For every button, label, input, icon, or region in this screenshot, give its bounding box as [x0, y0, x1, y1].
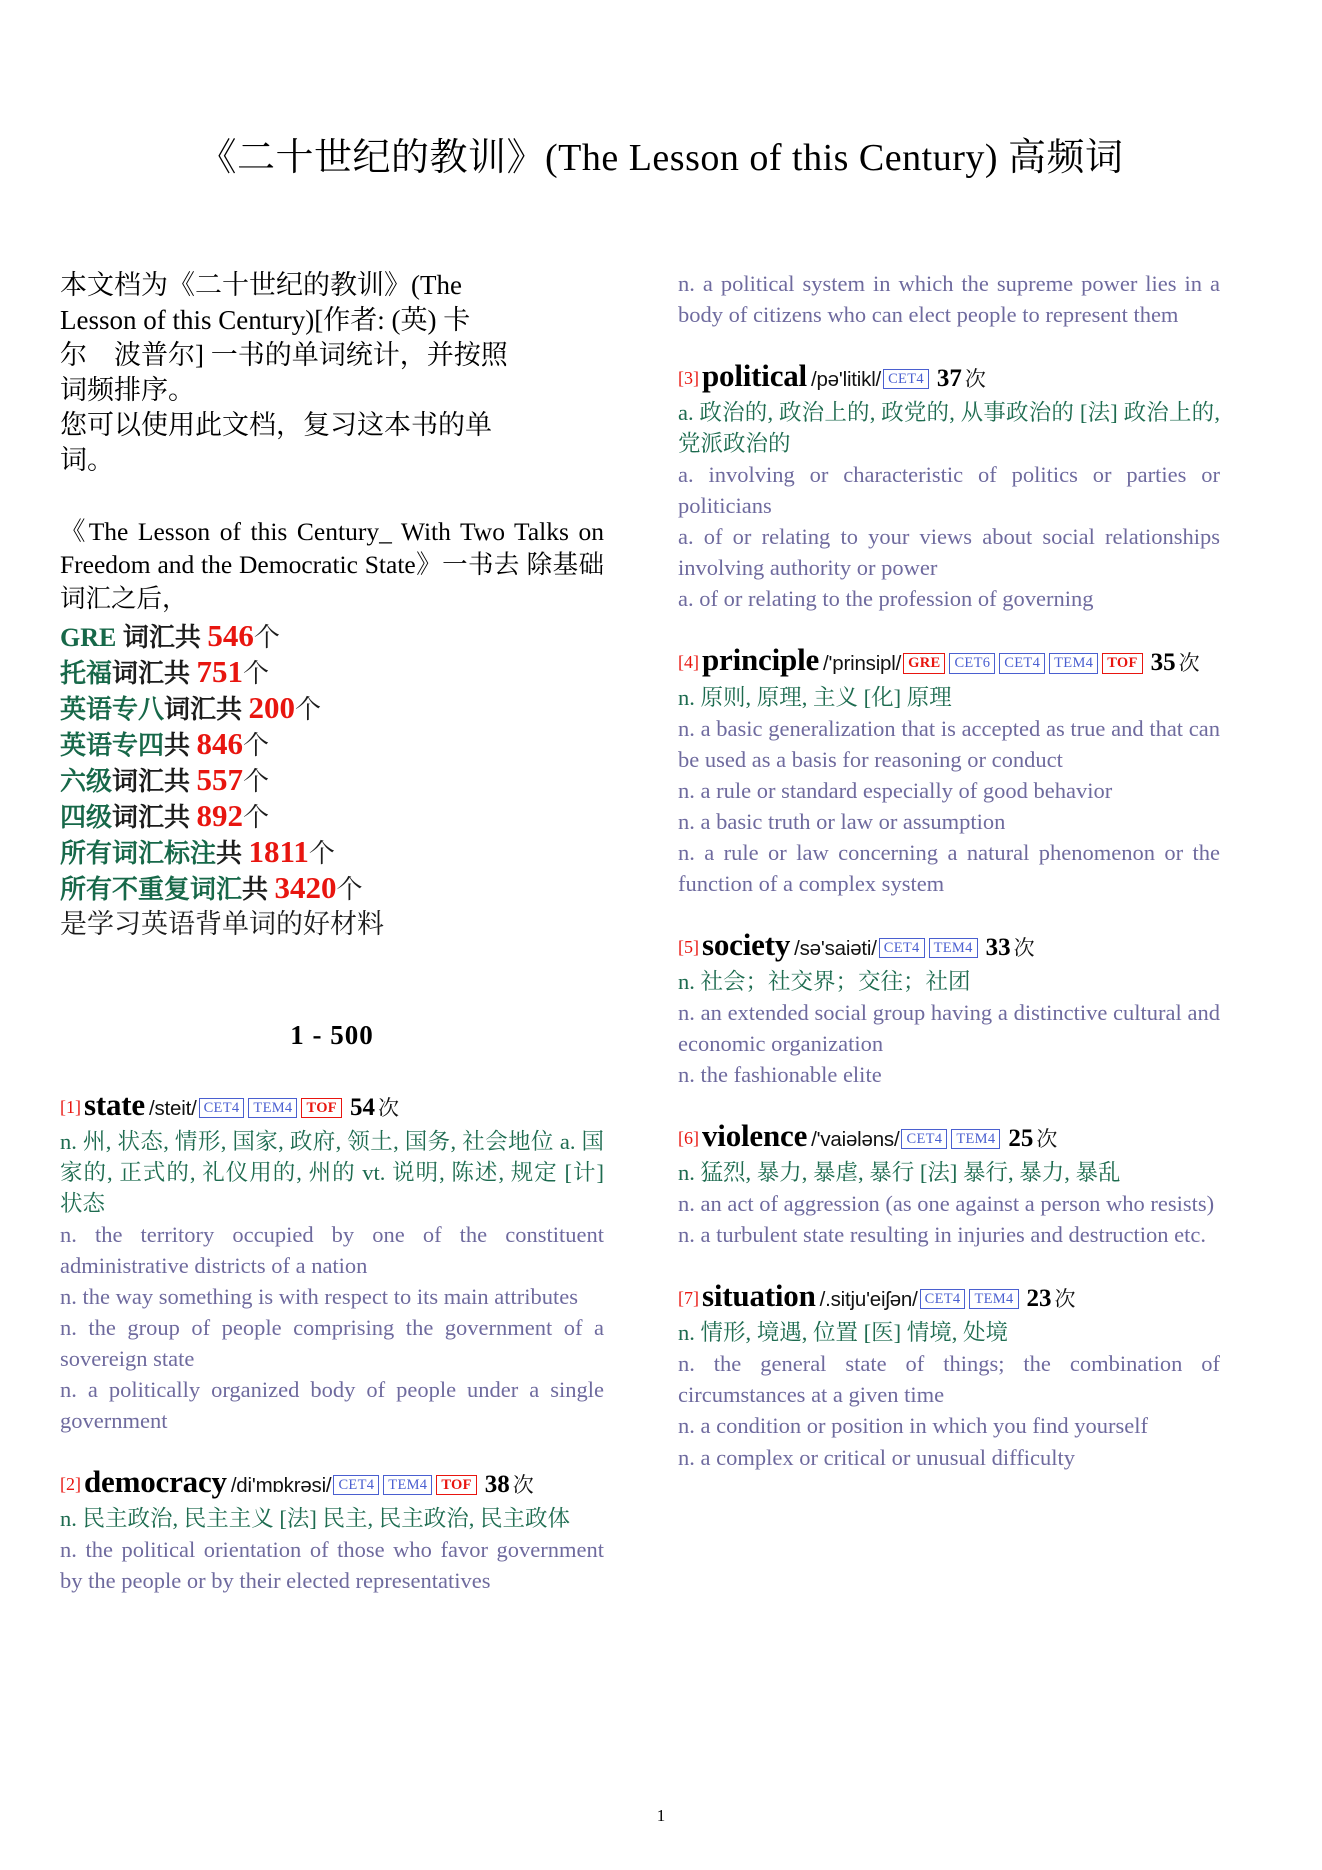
- entry-frequency-count: 23: [1026, 1285, 1052, 1313]
- definition-chinese: n. 州, 状态, 情形, 国家, 政府, 领土, 国务, 社会地位 a. 国家的, 正式的, 礼仪用的, 州的 vt. 说明, 陈述, 规定 [计] 状态: [60, 1128, 604, 1216]
- dictionary-entry: [678, 640, 1220, 898]
- book-note-line-2: on Freedom and the Democratic State》一书去: [60, 516, 605, 580]
- stats-tagline: 是学习英语背单词的好材料: [60, 908, 384, 939]
- definition-english: n. the political orientation of those who favor government by the people or by their elected representatives: [60, 1537, 604, 1594]
- dictionary-entry: [678, 1116, 1220, 1250]
- exam-tag-badge: TEM4: [383, 1475, 432, 1495]
- entry-index: [4]: [678, 652, 699, 673]
- stat-mid-text: 词汇共: [116, 623, 208, 653]
- definition-english: n. a basic truth or law or assumption: [678, 808, 1006, 834]
- intro-line-1: 本文档为《二十世纪的教训》(The: [60, 270, 462, 300]
- entry-header: [678, 1116, 1220, 1155]
- dictionary-entry: [678, 1276, 1220, 1472]
- stat-row: [60, 834, 604, 870]
- entry-frequency-unit: 次: [1013, 935, 1035, 960]
- stat-mid-text: 共: [164, 731, 197, 761]
- stat-label: 所有词汇标注: [60, 839, 217, 868]
- definition-english: n. the group of people comprising the government of a sovereign state: [60, 1314, 604, 1372]
- stat-label: GRE: [60, 623, 117, 653]
- dictionary-entry-continuation: [678, 268, 1220, 330]
- stat-value: 751: [196, 654, 244, 690]
- exam-tag-badge: TEM4: [248, 1098, 297, 1118]
- entry-phonetic: /steit/: [148, 1096, 197, 1120]
- stat-row: [60, 654, 604, 690]
- stat-label: 六级: [60, 767, 113, 797]
- entry-index: [5]: [678, 936, 699, 957]
- exam-tag-badge: CET4: [879, 938, 925, 958]
- entry-frequency-unit: 次: [512, 1473, 534, 1498]
- exam-tag-badge: TOF: [436, 1475, 476, 1495]
- entry-index: [3]: [678, 368, 699, 389]
- definition-chinese: n. 原则, 原理, 主义 [化] 原理: [678, 684, 952, 710]
- stat-unit: 个: [253, 623, 280, 653]
- entry-word: society: [702, 926, 791, 962]
- definition-chinese: n. 情形, 境遇, 位置 [医] 情境, 处境: [678, 1320, 1008, 1346]
- stat-value: 846: [196, 726, 244, 762]
- definition-english: n. the fashionable elite: [678, 1062, 882, 1088]
- left-column: [60, 268, 640, 1622]
- right-column: [640, 268, 1220, 1622]
- stat-mid-text: 词汇共: [112, 803, 197, 833]
- exam-tag-badge: TEM4: [969, 1289, 1018, 1309]
- entry-index: [7]: [678, 1288, 699, 1309]
- stat-unit: 个: [243, 731, 270, 761]
- entry-list-left: [60, 1085, 604, 1597]
- stat-label: 托福: [60, 659, 113, 689]
- stat-row: [60, 618, 604, 654]
- exam-tag-badge: CET4: [883, 369, 929, 389]
- stat-unit: 个: [336, 874, 363, 904]
- definition-english: n. an extended social group having a distinctive cultural and economic organization: [678, 999, 1220, 1056]
- stat-mid-text: 词汇共: [112, 767, 197, 797]
- definition-english: n. a rule or law concerning a natural phenomenon or the function of a complex system: [678, 839, 1220, 896]
- stat-mid-text: 共: [242, 874, 275, 904]
- dictionary-entry: [60, 1085, 604, 1437]
- intro-line-6: 词。: [60, 445, 114, 476]
- entry-frequency-unit: 次: [377, 1095, 399, 1120]
- stat-value: 892: [196, 798, 244, 834]
- entry-phonetic: /'vaiələns/: [811, 1128, 900, 1152]
- entry-header: [678, 356, 1220, 395]
- stat-mid-text: 共: [216, 839, 249, 868]
- stat-row: [60, 870, 604, 906]
- definition-chinese: n. 民主政治, 民主主义 [法] 民主, 民主政治, 民主政体: [60, 1506, 570, 1532]
- intro-line-3: 尔 波普尔] 一书的单词统计，并按照: [60, 340, 508, 371]
- entry-frequency-unit: 次: [964, 367, 986, 392]
- dictionary-entry: [60, 1462, 604, 1596]
- entry-index: [1]: [60, 1096, 81, 1117]
- stat-value: 1811: [248, 834, 309, 869]
- exam-tag-badge: CET4: [920, 1289, 966, 1309]
- definition-english: n. a political system in which the supreme power lies in a body of citizens who can elect people to represent them: [678, 271, 1220, 328]
- stat-value: 3420: [274, 869, 337, 905]
- exam-tag-badge: CET4: [901, 1129, 947, 1149]
- definition-chinese: a. 政治的, 政治上的, 政党的, 从事政治的 [法] 政治上的, 党派政治的: [678, 400, 1220, 457]
- entry-header: [678, 640, 1220, 679]
- definition-english: n. a rule or standard especially of good behavior: [678, 777, 1113, 803]
- intro-line-5: 您可以使用此文档，复习这本书的单: [60, 410, 492, 441]
- exam-tag-badge: CET4: [999, 653, 1045, 673]
- entry-phonetic: /pə'litikl/: [810, 368, 882, 392]
- entry-phonetic: /di'mɒkrəsi/: [230, 1474, 332, 1498]
- entry-phonetic: /sə'saiəti/: [794, 936, 877, 960]
- entry-word: political: [702, 358, 807, 394]
- entry-frequency-count: 54: [349, 1093, 375, 1121]
- entry-index: [2]: [60, 1474, 81, 1495]
- exam-tag-badge: CET4: [199, 1098, 245, 1118]
- stat-row: [60, 690, 604, 726]
- stat-label: 英语专四: [60, 731, 165, 761]
- page-title: 《二十世纪的教训》(The Lesson of this Century) 高频词: [198, 137, 1124, 179]
- stat-mid-text: 词汇共: [164, 695, 249, 725]
- exam-tag-badge: TEM4: [1049, 653, 1098, 673]
- entry-word: situation: [702, 1278, 816, 1314]
- definition-english: n. the general state of things; the combination of circumstances at a given time: [678, 1351, 1220, 1408]
- stat-value: 546: [207, 618, 254, 654]
- definition-english: a. of or relating to your views about social relationships involving authority or power: [678, 524, 1220, 581]
- stat-label: 所有不重复词汇: [60, 874, 243, 904]
- stat-unit: 个: [308, 839, 335, 868]
- stat-unit: 个: [243, 767, 270, 797]
- definition-english: n. a basic generalization that is accepted as true and that can be used as a basis for reasoning or conduct: [678, 715, 1220, 772]
- definition-english: a. of or relating to the profession of governing: [678, 586, 1094, 612]
- entry-header: [60, 1085, 604, 1124]
- entry-index: [6]: [678, 1128, 699, 1149]
- entry-frequency-unit: 次: [1054, 1287, 1076, 1312]
- stat-unit: 个: [243, 803, 270, 833]
- two-column-body: [0, 268, 1322, 1622]
- section-range-heading: 1 - 500: [290, 1019, 374, 1050]
- definition-english: n. a turbulent state resulting in injuries and destruction etc.: [678, 1222, 1206, 1248]
- intro-paragraph: [60, 268, 604, 479]
- stat-row: [60, 798, 604, 834]
- entry-phonetic: /.sitju'eiʃən/: [819, 1288, 918, 1312]
- entry-frequency-count: 33: [985, 933, 1011, 961]
- stat-row: [60, 762, 604, 798]
- dictionary-entry: [678, 356, 1220, 614]
- definition-english: n. the territory occupied by one of the constituent administrative districts of a nation: [60, 1221, 604, 1278]
- entry-word: state: [84, 1086, 145, 1122]
- stat-value: 200: [248, 690, 296, 726]
- entry-frequency-count: 25: [1008, 1125, 1034, 1153]
- definition-english: n. an act of aggression (as one against a person who resists): [678, 1191, 1215, 1217]
- exam-tag-badge: TOF: [1102, 653, 1142, 673]
- entry-word: violence: [702, 1118, 808, 1154]
- definition-english: n. a politically organized body of people under a single government: [60, 1377, 604, 1434]
- entry-frequency-unit: 次: [1036, 1127, 1058, 1152]
- entry-header: [678, 1276, 1220, 1315]
- entry-frequency-unit: 次: [1178, 651, 1200, 676]
- exam-tag-badge: TEM4: [951, 1129, 1000, 1149]
- stat-value: 557: [196, 762, 244, 798]
- entry-phonetic: /'prinsipl/: [823, 652, 902, 676]
- page-number: 1: [656, 1806, 666, 1825]
- intro-line-4: 词频排序。: [60, 375, 195, 406]
- book-note: [60, 515, 604, 617]
- definition-chinese: n. 猛烈, 暴力, 暴虐, 暴行 [法] 暴行, 暴力, 暴乱: [678, 1160, 1121, 1186]
- exam-tag-badge: TEM4: [929, 938, 978, 958]
- exam-tag-badge: CET4: [333, 1475, 379, 1495]
- definition-english: n. a complex or critical or unusual difficulty: [678, 1444, 1075, 1470]
- stat-label: 四级: [60, 803, 113, 833]
- definition-english: a. involving or characteristic of politics or parties or politicians: [678, 462, 1220, 519]
- vocabulary-statistics: [60, 618, 604, 906]
- entry-word: democracy: [84, 1464, 227, 1500]
- exam-tag-badge: CET6: [949, 653, 995, 673]
- book-note-line-1: 《The Lesson of this Century_ With Two Talks: [60, 516, 569, 546]
- stat-label: 英语专八: [60, 695, 165, 725]
- entry-frequency-count: 35: [1150, 649, 1176, 677]
- entry-word: principle: [702, 642, 820, 678]
- stat-unit: 个: [295, 695, 322, 725]
- stat-unit: 个: [243, 659, 270, 689]
- entry-header: [678, 925, 1220, 964]
- definition-chinese: n. 社会；社交界；交往；社团: [678, 968, 971, 994]
- intro-line-2: Lesson of this Century)[作者: (英) 卡: [60, 305, 471, 336]
- book-note-line-3: 除基础词汇之后，: [60, 550, 604, 614]
- entry-header: [60, 1462, 604, 1501]
- stat-mid-text: 词汇共: [112, 659, 197, 689]
- entry-frequency-count: 38: [484, 1471, 510, 1499]
- entry-list-right: [678, 268, 1220, 1473]
- definition-english: n. a condition or position in which you find yourself: [678, 1413, 1148, 1439]
- stat-row: [60, 726, 604, 762]
- dictionary-entry: [678, 925, 1220, 1090]
- entry-frequency-count: 37: [936, 365, 962, 393]
- definition-english: n. the way something is with respect to its main attributes: [60, 1283, 579, 1309]
- exam-tag-badge: TOF: [301, 1098, 341, 1118]
- exam-tag-badge: GRE: [903, 653, 945, 673]
